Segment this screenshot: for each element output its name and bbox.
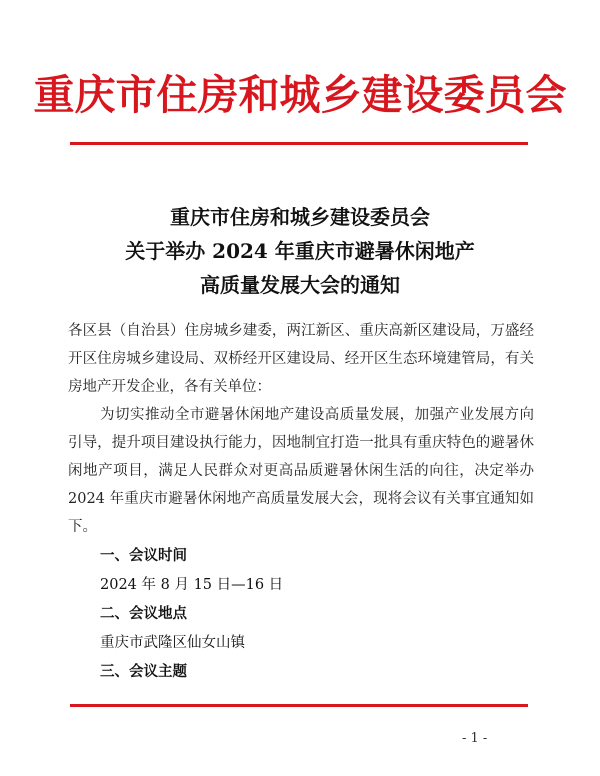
page-number-text: - 1 -	[462, 731, 488, 746]
notice-title-line-1: 重庆市住房和城乡建设委员会	[170, 205, 430, 229]
header-red-rule	[70, 142, 528, 145]
section-heading-location: 二、会议地点	[100, 605, 187, 622]
section-content-time: 2024 年 8 月 15 日—16 日	[100, 577, 284, 593]
issuing-authority-header: 重庆市住房和城乡建设委员会	[33, 71, 567, 119]
notice-title	[0, 200, 600, 302]
section-heading-theme: 三、会议主题	[100, 663, 187, 680]
notice-body	[68, 317, 534, 541]
footer-red-rule	[70, 704, 528, 707]
section-heading-time: 一、会议时间	[100, 547, 187, 564]
notice-title-line-3: 高质量发展大会的通知	[200, 273, 400, 297]
intro-paragraph: 为切实推动全市避暑休闲地产建设高质量发展，加强产业发展方向引导，提升项目建设执行能力，因地制宜打造一批具有重庆特色的避暑休闲地产项目，满足人民群众对更高品质避暑休闲生活的向往，决定举办 2024 年重庆市避暑休闲地产高质量发展大会，现将会议有关事宜通知如下。	[68, 407, 534, 535]
notice-title-line-2: 关于举办 2024 年重庆市避暑休闲地产	[125, 239, 475, 263]
addressee: 各区县（自治县）住房城乡建委，两江新区、重庆高新区建设局，万盛经开区住房城乡建设局、双桥经开区建设局、经开区生态环境建管局，有关房地产开发企业，各有关单位：	[68, 323, 534, 395]
section-content-location: 重庆市武隆区仙女山镇	[100, 635, 245, 651]
